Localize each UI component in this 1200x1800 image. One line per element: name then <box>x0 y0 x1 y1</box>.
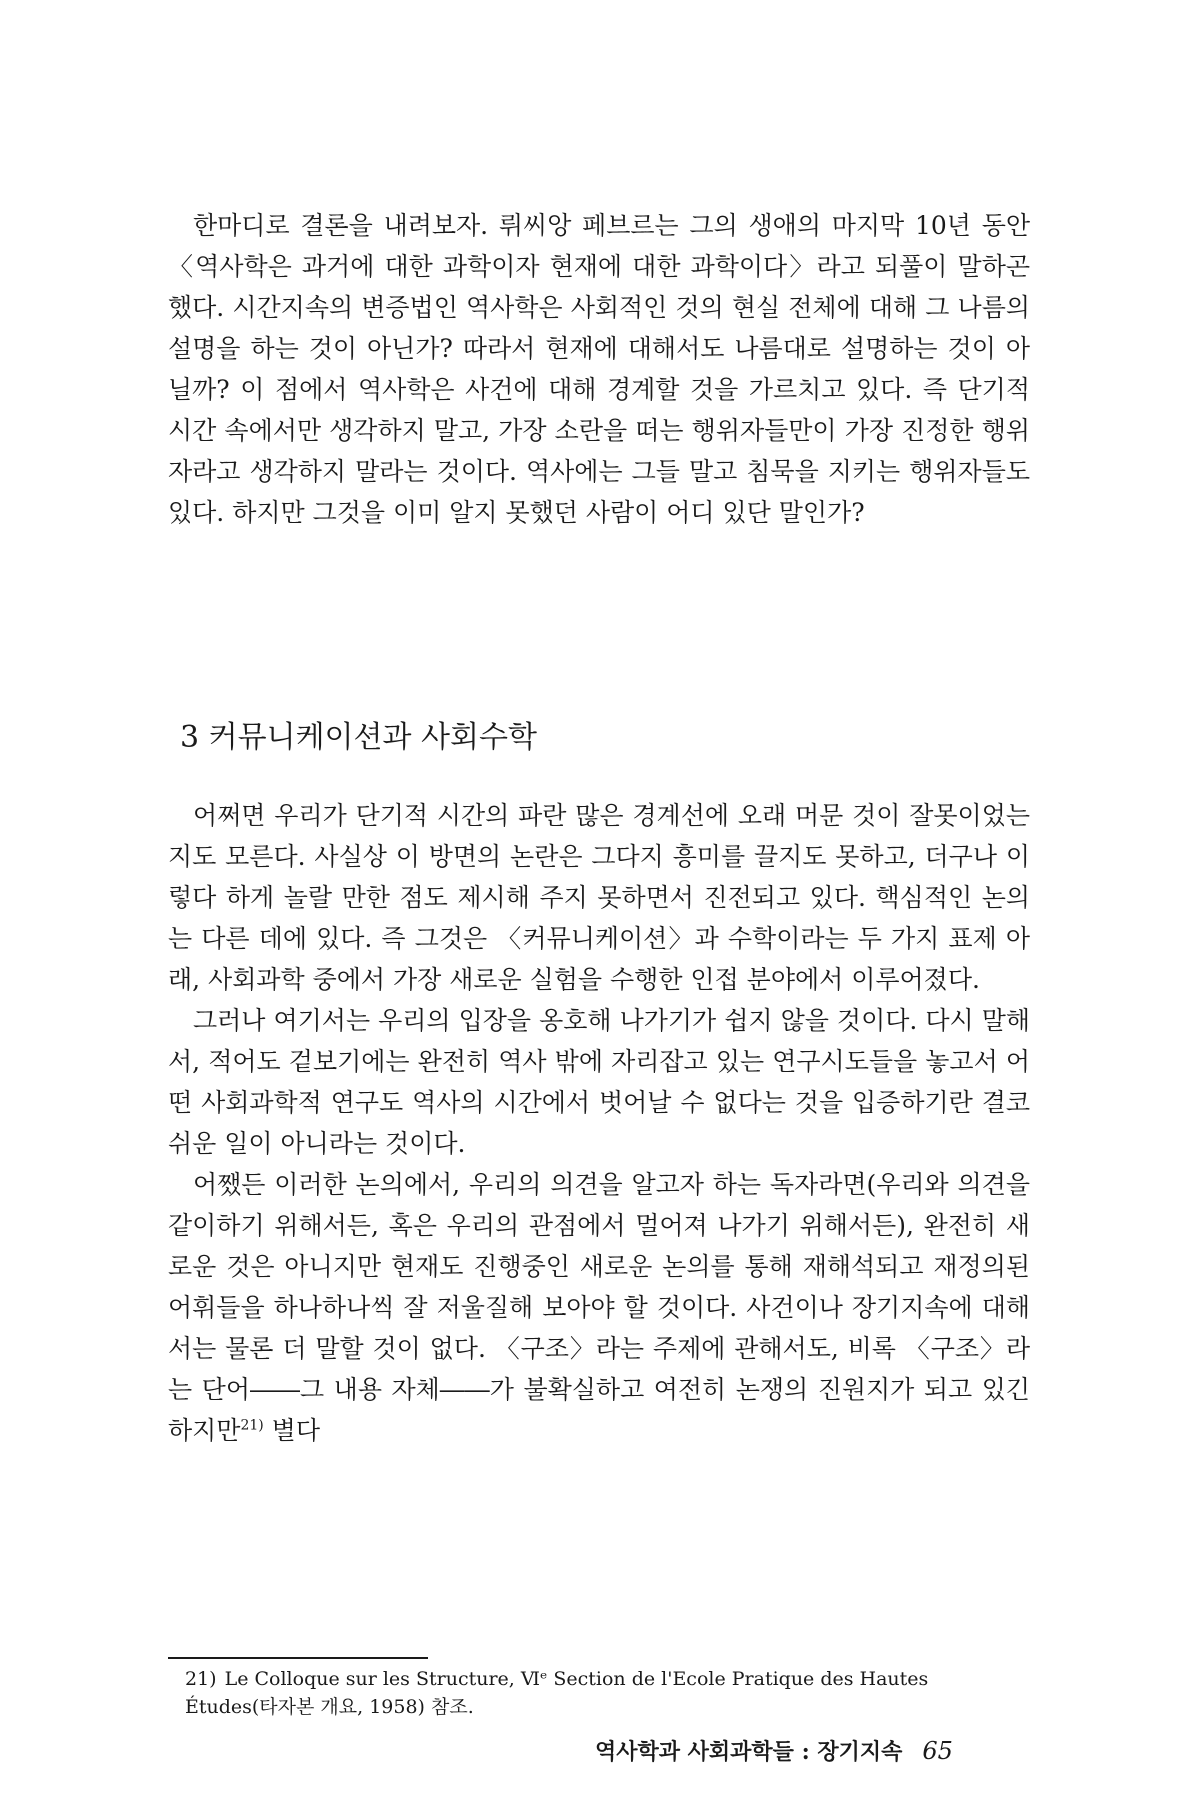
top-text-block <box>168 205 1030 533</box>
paragraph: 어쩌면 우리가 단기적 시간의 파란 많은 경계선에 오래 머문 것이 잘못이었는지도 모른다. 사실상 이 방면의 논란은 그다지 흥미를 끌지도 못하고, 더구나 이렇다 하게 놀랄 만한 점도 제시해 주지 못하면서 진전되고 있다. 핵심적인 논의는 다른 데에 있다. 즉 그것은 〈커뮤니케이션〉과 수학이라는 두 가지 표제 아래, 사회과학 중에서 가장 새로운 실험을 수행한 인접 분야에서 이루어졌다. <box>168 801 1030 994</box>
paragraph-text: 어쨌든 이러한 논의에서, 우리의 의견을 알고자 하는 독자라면(우리와 의견을 같이하기 위해서든, 혹은 우리의 관점에서 멀어져 나가기 위해서든), 완전히 새로운 것은 아니지만 현재도 진행중인 새로운 논의를 통해 재해석되고 재정의된 어휘들을 하나하나씩 잘 저울질해 보아야 할 것이다. 사건이나 장기지속에 대해서는 물론 더 말할 것이 없다. 〈구조〉라는 주제에 관해서도, 비록 〈구조〉라는 단어――그 내용 자체――가 불확실하고 여전히 논쟁의 진원지가 되고 있긴 하지만 <box>168 1170 1030 1445</box>
paragraph-with-footnote <box>168 1164 1030 1451</box>
footnote-reference: 21) <box>240 1417 264 1434</box>
paragraph: 그러나 여기서는 우리의 입장을 옹호해 나가기가 쉽지 않을 것이다. 다시 말해서, 적어도 겉보기에는 완전히 역사 밖에 자리잡고 있는 연구시도들을 놓고서 어떤 사회과학적 연구도 역사의 시간에서 벗어날 수 없다는 것을 입증하기란 결코 쉬운 일이 아니라는 것이다. <box>168 1006 1030 1158</box>
paragraph: 한마디로 결론을 내려보자. 뤼씨앙 페브르는 그의 생애의 마지막 10년 동안 〈역사학은 과거에 대한 과학이자 현재에 대한 과학이다〉라고 되풀이 말하곤 했다. 시간지속의 변증법인 역사학은 사회적인 것의 현실 전체에 대해 그 나름의 설명을 하는 것이 아닌가? 따라서 현재에 대해서도 나름대로 설명하는 것이 아닐까? 이 점에서 역사학은 사건에 대해 경계할 것을 가르치고 있다. 즉 단기적 시간 속에서만 생각하지 말고, 가장 소란을 떠는 행위자들만이 가장 진정한 행위자라고 생각하지 말라는 것이다. 역사에는 그들 말고 침묵을 지키는 행위자들도 있다. 하지만 그것을 이미 알지 못했던 사람이 어디 있단 말인가? <box>168 211 1030 527</box>
running-footer <box>595 1735 953 1766</box>
footnote-number: 21) <box>185 1668 217 1690</box>
page-number: 65 <box>922 1737 953 1765</box>
section-heading: 3 커뮤니케이션과 사회수학 <box>180 720 537 755</box>
bottom-text-block <box>168 795 1030 1451</box>
footnote <box>185 1665 1025 1721</box>
paragraph-tail: 별다 <box>263 1416 320 1445</box>
running-title: 역사학과 사회과학들 : 장기지속 <box>595 1739 903 1765</box>
footnote-divider <box>168 1657 428 1659</box>
footnote-text: Le Colloque sur les Structure, Ⅵᵉ Section de l'Ecole Pratique des Hautes Études(타자본 개요, 1958) 참조. <box>185 1668 929 1718</box>
